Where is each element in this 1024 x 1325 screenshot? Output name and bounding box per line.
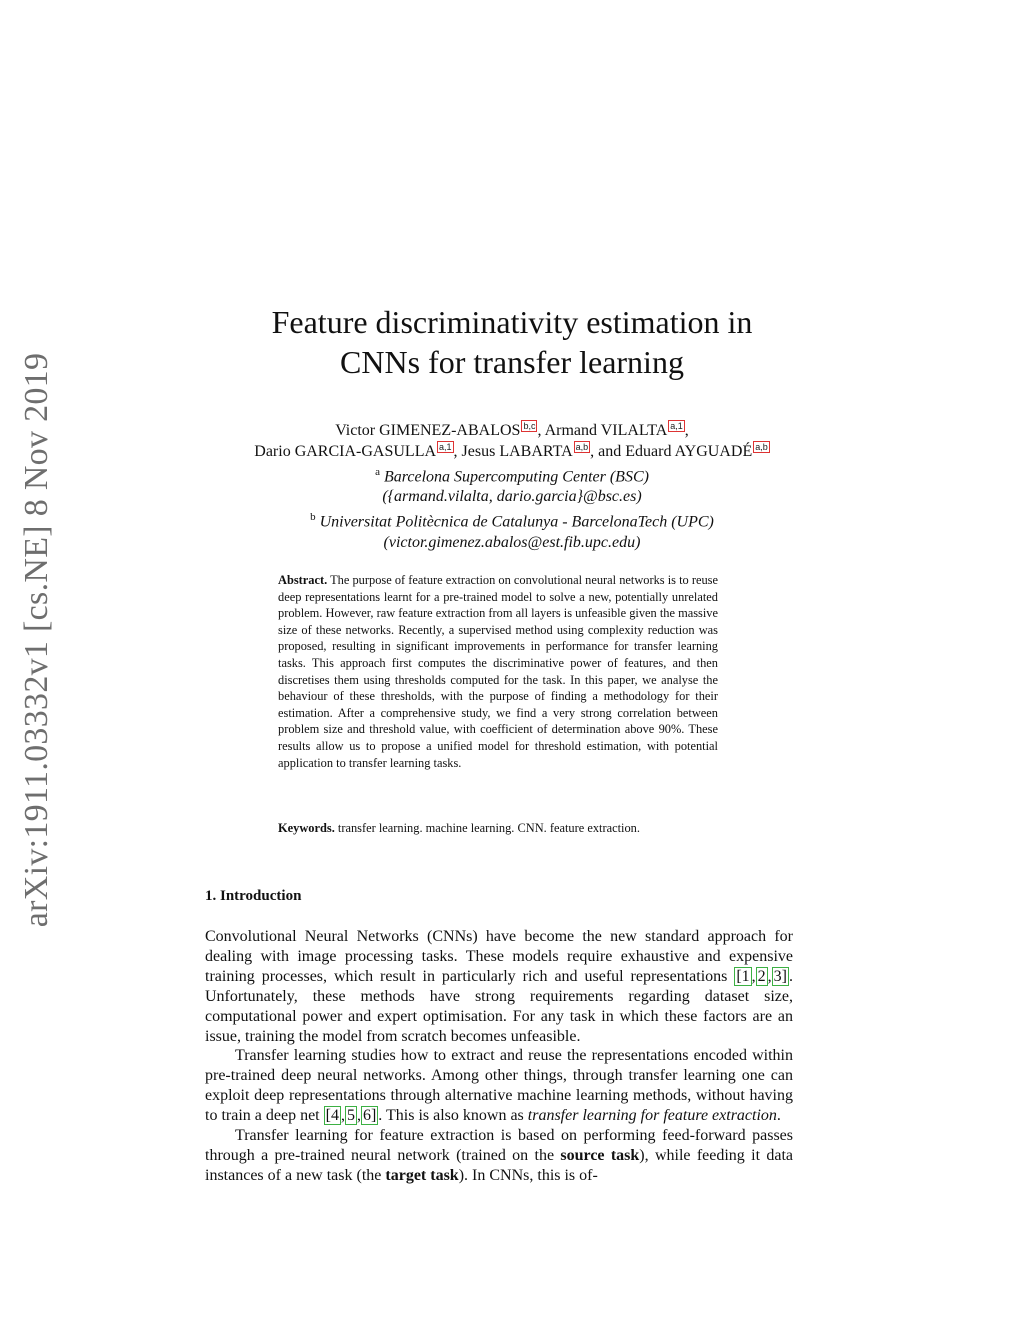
citation-link[interactable]: 6] (362, 1107, 377, 1125)
title-line-1: Feature discriminativity estimation in (271, 304, 753, 340)
author-mark[interactable]: b,c (523, 421, 536, 431)
keywords-label: Keywords. (278, 821, 335, 835)
paragraph-2: Transfer learning studies how to extract and reuse the representations encoded within pre-trained deep neural networks. Among other things, through transfer learning one can exploit deep representations through alternative machine learning methods, without having to train a deep net [4 , 5 , 6] . This is also known as transfer learning for feature extraction. (205, 1047, 793, 1125)
author-mark[interactable]: a,1 (670, 421, 683, 431)
citation-link[interactable]: 3] (773, 967, 787, 985)
arxiv-identifier-stamp: arXiv:1911.03332v1 [cs.NE] 8 Nov 2019 (18, 352, 55, 928)
title-line-2: CNNs for transfer learning (340, 344, 684, 380)
paragraph-3: Transfer learning for feature extraction is based on performing feed-forward passes through a pre-trained neural network (trained on the source task), while feeding it data instances of a new task (the target task). In CNNs, this is of- (205, 1127, 793, 1184)
author-line-1: Victor GIMENEZ-ABALOS $^{b,c}$ , Armand VILALTA $^{a,1}$ , (335, 421, 689, 439)
citation-link[interactable]: 5 (346, 1107, 355, 1125)
keywords (278, 820, 738, 836)
author-vilalta: Armand VILALTA (544, 422, 668, 439)
affiliation-a-email: ({armand.vilalta, dario.garcia}@bsc.es) (382, 488, 642, 506)
section-heading-introduction: 1. Introduction (205, 888, 302, 904)
author-gimenez-abalos: Victor GIMENEZ-ABALOS (335, 422, 521, 439)
keywords-text: transfer learning. machine learning. CNN. feature extraction. (337, 821, 640, 835)
citation-link[interactable]: 2 (757, 967, 766, 985)
author-ayguade: Eduard AYGUADÉ (625, 443, 753, 460)
introduction-body (205, 927, 793, 1186)
abstract-label: Abstract. (278, 573, 328, 587)
author-mark[interactable]: a,1 (439, 442, 452, 452)
citation-link[interactable]: [1 (736, 967, 750, 985)
affiliation-b: $^b$ Universitat Politècnica de Catalunya - BarcelonaTech (UPC) (310, 511, 714, 531)
emphasis-term: transfer learning for feature extraction (527, 1107, 777, 1125)
paragraph-1: Convolutional Neural Networks (CNNs) have become the new standard approach for dealing with image processing tasks. These models require exhaustive and expensive training processes, which result in particularly rich and useful representations [1 , 2 , 3] . Unfortunately, these methods have strong requirements regarding dataset size, computational power and expert optimisation. For any task in which these factors are an issue, training the model from scratch becomes unfeasible. (205, 928, 793, 1045)
affiliation-b-email: (victor.gimenez.abalos@est.fib.upc.edu) (383, 533, 641, 551)
author-mark[interactable]: a,b (575, 442, 589, 452)
author-garcia-gasulla: Dario GARCIA-GASULLA (254, 443, 437, 460)
author-block (0, 420, 1024, 553)
paper-title (0, 302, 1024, 382)
bold-term-target-task: target task (385, 1166, 459, 1184)
author-labarta: Jesus LABARTA (461, 443, 573, 460)
bold-term-source-task: source task (560, 1146, 640, 1164)
author-mark[interactable]: a,b (755, 442, 768, 452)
author-line-2: Dario GARCIA-GASULLA $^{a,1}$ , Jesus LABARTA $^{a,b}$ , and Eduard AYGUADÉ $^{a,b}$ (254, 442, 768, 460)
abstract-text: The purpose of feature extraction on convolutional neural networks is to reuse deep representations learnt for a pre-trained model to solve a new, potentially unrelated problem. However, raw feature extraction from all layers is unfeasible given the massive size of these networks. Recently, a supervised method using complexity reduction was proposed, resulting in significant improvements in performance for transfer learning tasks. This approach first computes the discriminative power of features, and then discretises them using thresholds computed for the task. In this paper, we analyse the behaviour of these thresholds, with the purpose of finding a methodology for their estimation. After a comprehensive study, we find a very strong correlation between problem size and threshold value, with coefficient of determination above 90%. These results allow us to propose a unified model for threshold estimation, with potential application to transfer learning tasks. (278, 573, 718, 770)
abstract (278, 572, 718, 771)
citation-link[interactable]: [4 (325, 1107, 339, 1125)
affiliation-a: $^a$ Barcelona Supercomputing Center (BSC) (375, 466, 649, 486)
